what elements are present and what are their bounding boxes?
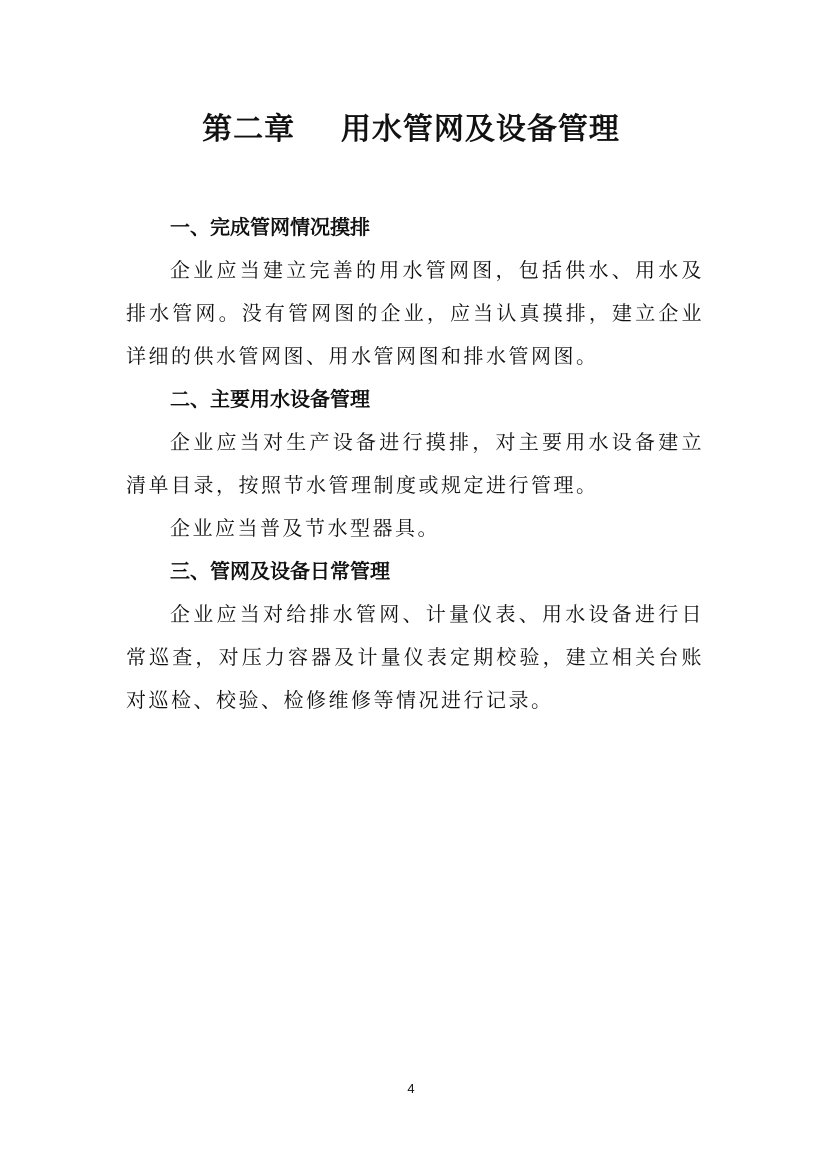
document-body <box>126 206 704 722</box>
section-pipe-network-survey <box>126 206 704 378</box>
section-paragraph: 企业应当对生产设备进行摸排，对主要用水设备建立清单目录，按照节水管理制度或规定进行管理。 <box>126 430 704 497</box>
section-paragraph: 企业应当普及节水型器具。 <box>170 516 440 540</box>
section-heading: 三、管网及设备日常管理 <box>170 559 390 583</box>
page-number: 4 <box>407 1081 415 1096</box>
section-heading: 二、主要用水设备管理 <box>170 387 370 411</box>
section-daily-management <box>126 550 704 722</box>
section-main-equipment-management <box>126 378 704 550</box>
chapter-title: 第二章 用水管网及设备管理 <box>202 112 620 147</box>
section-heading: 一、完成管网情况摸排 <box>170 215 370 239</box>
section-paragraph: 企业应当对给排水管网、计量仪表、用水设备进行日常巡查，对压力容器及计量仪表定期校验，建立相关台账对巡检、校验、检修维修等情况进行记录。 <box>126 602 704 712</box>
section-paragraph: 企业应当建立完善的用水管网图，包括供水、用水及排水管网。没有管网图的企业，应当认真摸排，建立企业详细的供水管网图、用水管网图和排水管网图。 <box>126 258 704 368</box>
